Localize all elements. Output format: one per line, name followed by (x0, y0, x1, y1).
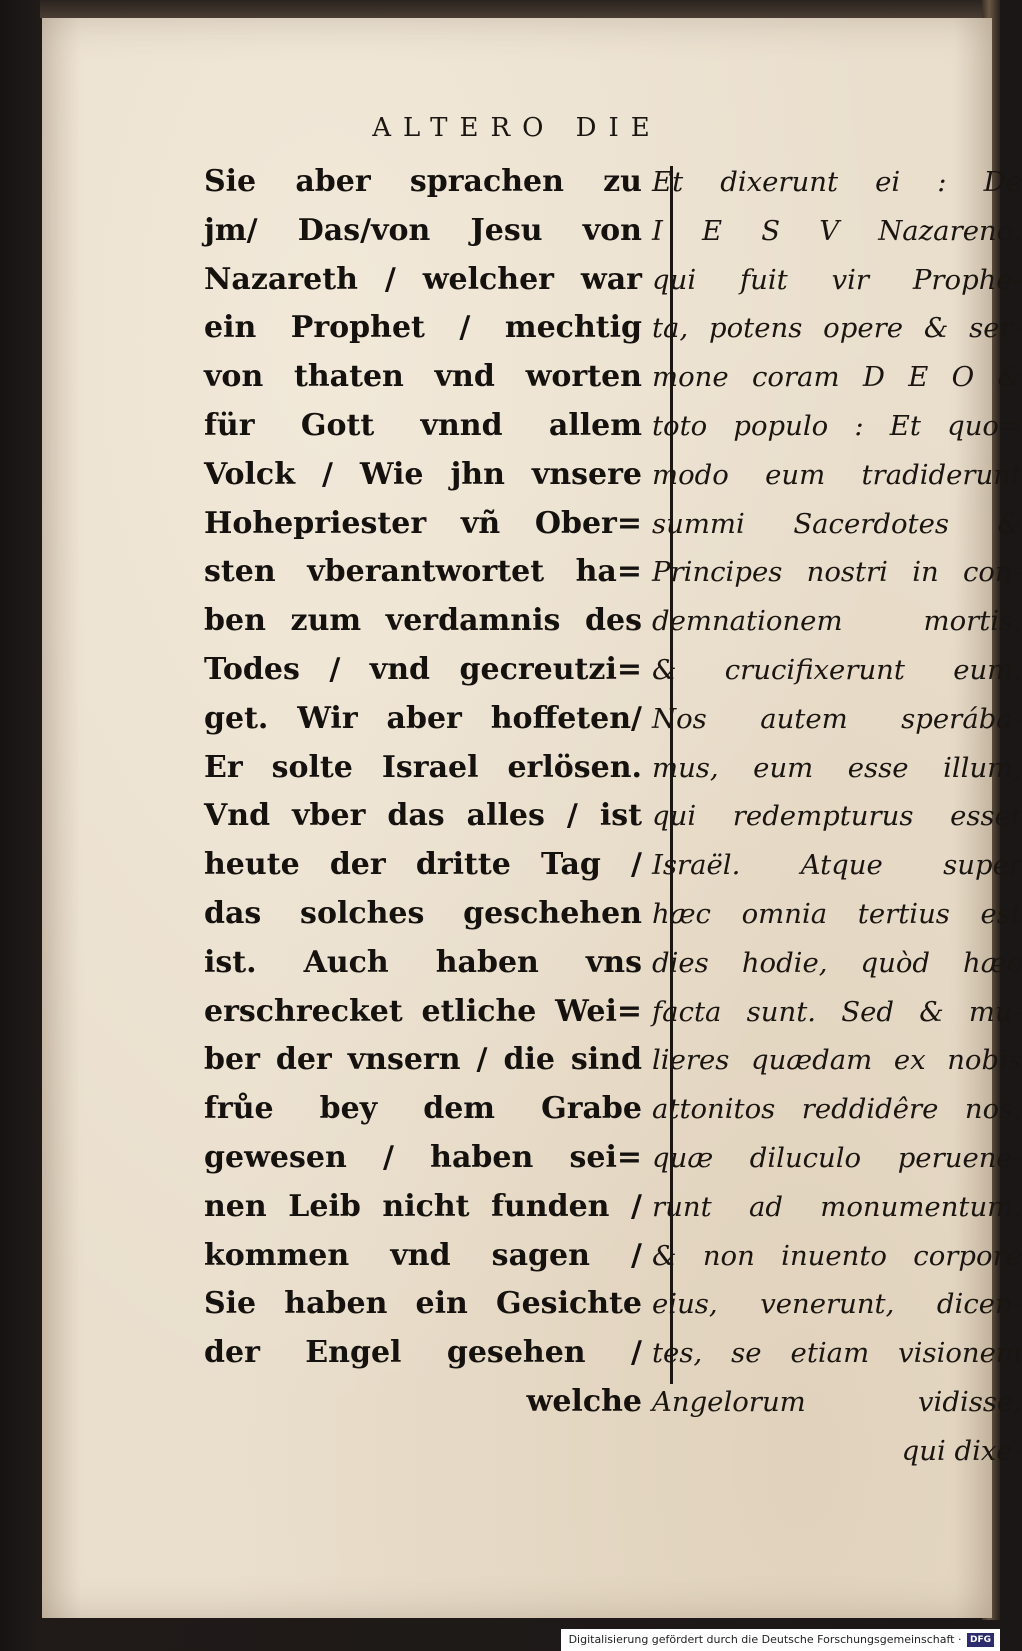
latin-text-line: toto populo : Et quo= (652, 409, 1022, 442)
german-text-line: gewesen / haben sei= (204, 1139, 642, 1175)
german-text-line: ist. Auch haben vns (204, 944, 642, 980)
german-column (204, 158, 642, 1427)
latin-text-line: hæc omnia tertius est (652, 897, 1022, 930)
german-text-line: ben zum verdamnis des (204, 603, 642, 639)
latin-text-line: Angelorum vidisse, (652, 1385, 1022, 1418)
latin-text-line: dies hodie, quòd hæc (652, 946, 1022, 979)
latin-text-line: summi Sacerdotes & (652, 507, 1022, 540)
latin-text-line: tes, se etiam visionem (652, 1337, 1022, 1370)
latin-text-line: qui redempturus esset (652, 800, 1022, 833)
book-top-edge (40, 0, 1000, 18)
book-page (42, 18, 1022, 1618)
german-text-line: sten vberantwortet ha= (204, 554, 642, 590)
dfg-logo: DFG (967, 1633, 994, 1647)
running-head: ALTERO DIE (372, 113, 662, 143)
german-text-line: ber der vnsern / die sind (204, 1042, 642, 1078)
latin-text-line: mone coram D E O & (652, 361, 1022, 394)
latin-text-line: attonitos reddidêre nos, (652, 1093, 1022, 1126)
german-text-line: Er solte Israel erlösen. (204, 749, 642, 785)
latin-text-line: Nos autem sperába- (652, 702, 1022, 735)
latin-text-line: runt ad monumentum, (652, 1190, 1022, 1223)
german-text-line: kommen vnd sagen / (204, 1237, 642, 1273)
latin-text-line: Principes nostri in con- (652, 556, 1022, 589)
german-text-line: Vnd vber das alles / ist (204, 798, 642, 834)
german-text-line: von thaten vnd worten (204, 359, 642, 395)
german-text-line: heute der dritte Tag / (204, 847, 642, 883)
latin-text-line: qui fuit vir Prophe- (652, 263, 1022, 296)
latin-text-line: demnationem mortis, (652, 605, 1022, 638)
german-text-line: Sie haben ein Gesichte (204, 1286, 642, 1322)
german-text-line: Sie aber sprachen zu (204, 164, 642, 199)
german-text-line: das solches geschehen (204, 895, 642, 931)
german-text-line: ein Prophet / mechtig (204, 310, 642, 346)
digitization-footer (561, 1629, 1000, 1651)
latin-text-line: I E S V Nazareno, (652, 214, 1022, 247)
german-text-line: Todes / vnd gecreutzi= (204, 651, 642, 687)
latin-text-line: eius, venerunt, dicen- (652, 1288, 1022, 1321)
german-text-line: get. Wir aber hoffeten/ (204, 700, 642, 736)
latin-text-line: & crucifixerunt eum. (652, 653, 1022, 686)
german-text-line: nen Leib nicht funden / (204, 1188, 642, 1224)
latin-text-line: quæ diluculo peruene- (652, 1141, 1022, 1174)
german-text-line: Nazareth / welcher war (204, 261, 642, 297)
latin-column (652, 158, 1022, 1476)
german-text-line: für Gott vnnd allem (204, 407, 642, 443)
latin-text-line: & non inuento corpore (652, 1239, 1022, 1272)
latin-text-line: qui dixe- (901, 1434, 1022, 1467)
german-text-line: jm/ Das/von Jesu von (204, 212, 642, 248)
german-text-line: erschrecket etliche Wei= (204, 993, 642, 1029)
latin-text-line: modo eum tradiderunt (652, 458, 1022, 491)
latin-text-line: facta sunt. Sed & mu- (652, 995, 1022, 1028)
latin-text-line: mus, eum esse illum, (652, 751, 1022, 784)
latin-text-line: Et dixerunt ei : De (652, 166, 1022, 198)
german-text-line: frůe bey dem Grabe (204, 1091, 642, 1127)
german-text-line: Hohepriester vñ Ober= (204, 505, 642, 541)
german-text-line: Volck / Wie jhn vnsere (204, 456, 642, 492)
latin-text-line: ta, potens opere & ser- (652, 312, 1022, 345)
latin-text-line: Israël. Atque super (652, 849, 1022, 882)
german-text-line: der Engel gesehen / (204, 1335, 642, 1371)
footer-text: Digitalisierung gefördert durch die Deutsche Forschungsgemeinschaft · (568, 1633, 962, 1646)
latin-text-line: lieres quædam ex nobis (652, 1044, 1022, 1077)
german-text-line: welche (526, 1383, 642, 1419)
